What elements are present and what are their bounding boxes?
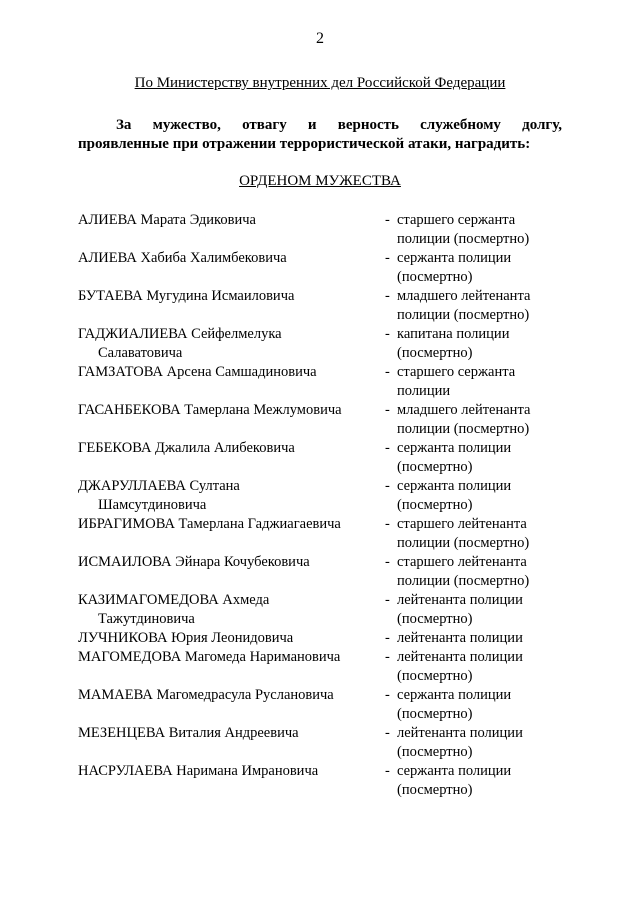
awardee-name-line: ГАСАНБЕКОВА Тамерлана Межлумовича [78,402,342,418]
awardee-row [78,648,578,686]
awardee-rank-line: (посмертно) [397,611,473,627]
rank-dash: - [385,516,390,532]
awardee-name [78,762,383,800]
rank-dash: - [385,725,390,741]
decree-word: отвагу [242,117,287,133]
awardee-rank [383,515,567,553]
rank-dash: - [385,288,390,304]
awardee-name [78,515,383,553]
awardee-rank-line: (посмертно) [397,269,473,285]
awardee-name-line: МАГОМЕДОВА Магомеда Наримановича [78,649,341,665]
decree-line-1 [78,116,562,135]
awardee-rank [383,762,567,800]
awardee-name [78,477,383,515]
awardee-name-line: НАСРУЛАЕВА Наримана Имрановича [78,763,319,779]
decree-word: служебному [420,117,501,133]
awardee-rank-line: старшего лейтенанта [397,516,527,532]
awardee-rank-line: (посмертно) [397,706,473,722]
awardee-name [78,686,383,724]
awardee-name-line: ГАДЖИАЛИЕВА Сейфелмелука [78,326,282,342]
awardee-name [78,211,383,249]
rank-dash: - [385,763,390,779]
awardee-rank-line: (посмертно) [397,497,473,513]
awardee-rank-line: лейтенанта полиции [397,630,523,646]
awardee-rank-line: сержанта полиции [397,763,512,779]
rank-dash: - [385,402,390,418]
awardee-name [78,553,383,591]
decree-word: верность [337,117,399,133]
awardee-row [78,762,578,800]
awardee-rank-line: капитана полиции [397,326,510,342]
awardee-rank-line: лейтенанта полиции [397,649,523,665]
awardee-rank-line: сержанта полиции [397,687,512,703]
rank-dash: - [385,212,390,228]
awardee-rank [383,629,567,648]
awardee-name [78,401,383,439]
awardee-row [78,686,578,724]
awardee-name-line: АЛИЕВА Хабиба Халимбековича [78,250,287,266]
awardee-rank-line: старшего сержанта [397,364,516,380]
awardee-row [78,287,578,325]
awardee-rank-line: старшего лейтенанта [397,554,527,570]
rank-dash: - [385,478,390,494]
awardee-list [78,211,578,800]
ministry-heading: По Министерству внутренних дел Российской Федерации [134,75,506,91]
awardee-rank [383,401,567,439]
awardee-row [78,325,578,363]
awardee-rank-line: младшего лейтенанта [397,288,531,304]
awardee-name [78,363,383,401]
awardee-rank [383,211,567,249]
awardee-row [78,591,578,629]
awardee-rank [383,287,567,325]
rank-dash: - [385,250,390,266]
awardee-rank-line: полиции (посмертно) [397,535,530,551]
awardee-row [78,363,578,401]
awardee-name-continuation: Тажутдиновича [98,611,195,627]
awardee-rank [383,553,567,591]
awardee-name [78,325,383,363]
awardee-name-line: ИСМАИЛОВА Эйнара Кочубековича [78,554,310,570]
awardee-rank [383,648,567,686]
awardee-rank-line: (посмертно) [397,459,473,475]
awardee-name-line: ГАМЗАТОВА Арсена Самшадиновича [78,364,317,380]
awardee-name-line: ЛУЧНИКОВА Юрия Леонидовича [78,630,294,646]
page-number: 2 [316,30,324,47]
awardee-rank-line: (посмертно) [397,668,473,684]
rank-dash: - [385,687,390,703]
rank-dash: - [385,554,390,570]
awardee-name-continuation: Салаватовича [98,345,183,361]
awardee-rank-line: (посмертно) [397,744,473,760]
awardee-rank-line: сержанта полиции [397,440,512,456]
awardee-rank [383,686,567,724]
awardee-name [78,287,383,325]
awardee-rank-line: (посмертно) [397,782,473,798]
awardee-rank [383,363,567,401]
awardee-rank-line: лейтенанта полиции [397,592,523,608]
awardee-row [78,477,578,515]
awardee-row [78,249,578,287]
awardee-rank-line: младшего лейтенанта [397,402,531,418]
awardee-rank [383,477,567,515]
decree-word: мужество, [152,117,221,133]
awardee-rank [383,724,567,762]
awardee-name [78,629,383,648]
awardee-row [78,401,578,439]
rank-dash: - [385,630,390,646]
awardee-rank-line: сержанта полиции [397,250,512,266]
awardee-name-line: МЕЗЕНЦЕВА Виталия Андреевича [78,725,299,741]
awardee-rank-line: лейтенанта полиции [397,725,523,741]
awardee-name [78,591,383,629]
awardee-row [78,553,578,591]
decree-word: За [116,117,132,133]
awardee-row [78,439,578,477]
awardee-name-line: АЛИЕВА Марата Эдиковича [78,212,256,228]
awardee-rank [383,439,567,477]
awardee-row [78,724,578,762]
order-title: ОРДЕНОМ МУЖЕСТВА [239,173,401,189]
awardee-rank-line: (посмертно) [397,345,473,361]
awardee-rank-line: полиции (посмертно) [397,421,530,437]
awardee-rank [383,325,567,363]
awardee-rank-line: полиции (посмертно) [397,307,530,323]
rank-dash: - [385,364,390,380]
decree-word: долгу, [522,117,562,133]
awardee-rank-line: полиции (посмертно) [397,231,530,247]
awardee-row [78,211,578,249]
awardee-name-continuation: Шамсутдиновича [98,497,207,513]
awardee-name-line: БУТАЕВА Мугудина Исмаиловича [78,288,295,304]
rank-dash: - [385,649,390,665]
awardee-name-line: МАМАЕВА Магомедрасула Руслановича [78,687,334,703]
awardee-name [78,724,383,762]
awardee-row [78,515,578,553]
decree-word: и [307,117,317,133]
rank-dash: - [385,326,390,342]
awardee-rank [383,591,567,629]
rank-dash: - [385,440,390,456]
awardee-name-line: ГЕБЕКОВА Джалила Алибековича [78,440,295,456]
awardee-rank [383,249,567,287]
awardee-name-line: ИБРАГИМОВА Тамерлана Гаджиагаевича [78,516,341,532]
awardee-rank-line: сержанта полиции [397,478,512,494]
awardee-rank-line: старшего сержанта [397,212,516,228]
awardee-rank-line: полиции [397,383,451,399]
awardee-name-line: ДЖАРУЛЛАЕВА Султана [78,478,240,494]
awardee-name-line: КАЗИМАГОМЕДОВА Ахмеда [78,592,270,608]
awardee-name [78,648,383,686]
decree-text [78,116,562,154]
awardee-rank-line: полиции (посмертно) [397,573,530,589]
awardee-name [78,249,383,287]
rank-dash: - [385,592,390,608]
decree-line-2: проявленные при отражении террористической атаки, наградить: [78,136,531,152]
awardee-name [78,439,383,477]
awardee-row [78,629,578,648]
